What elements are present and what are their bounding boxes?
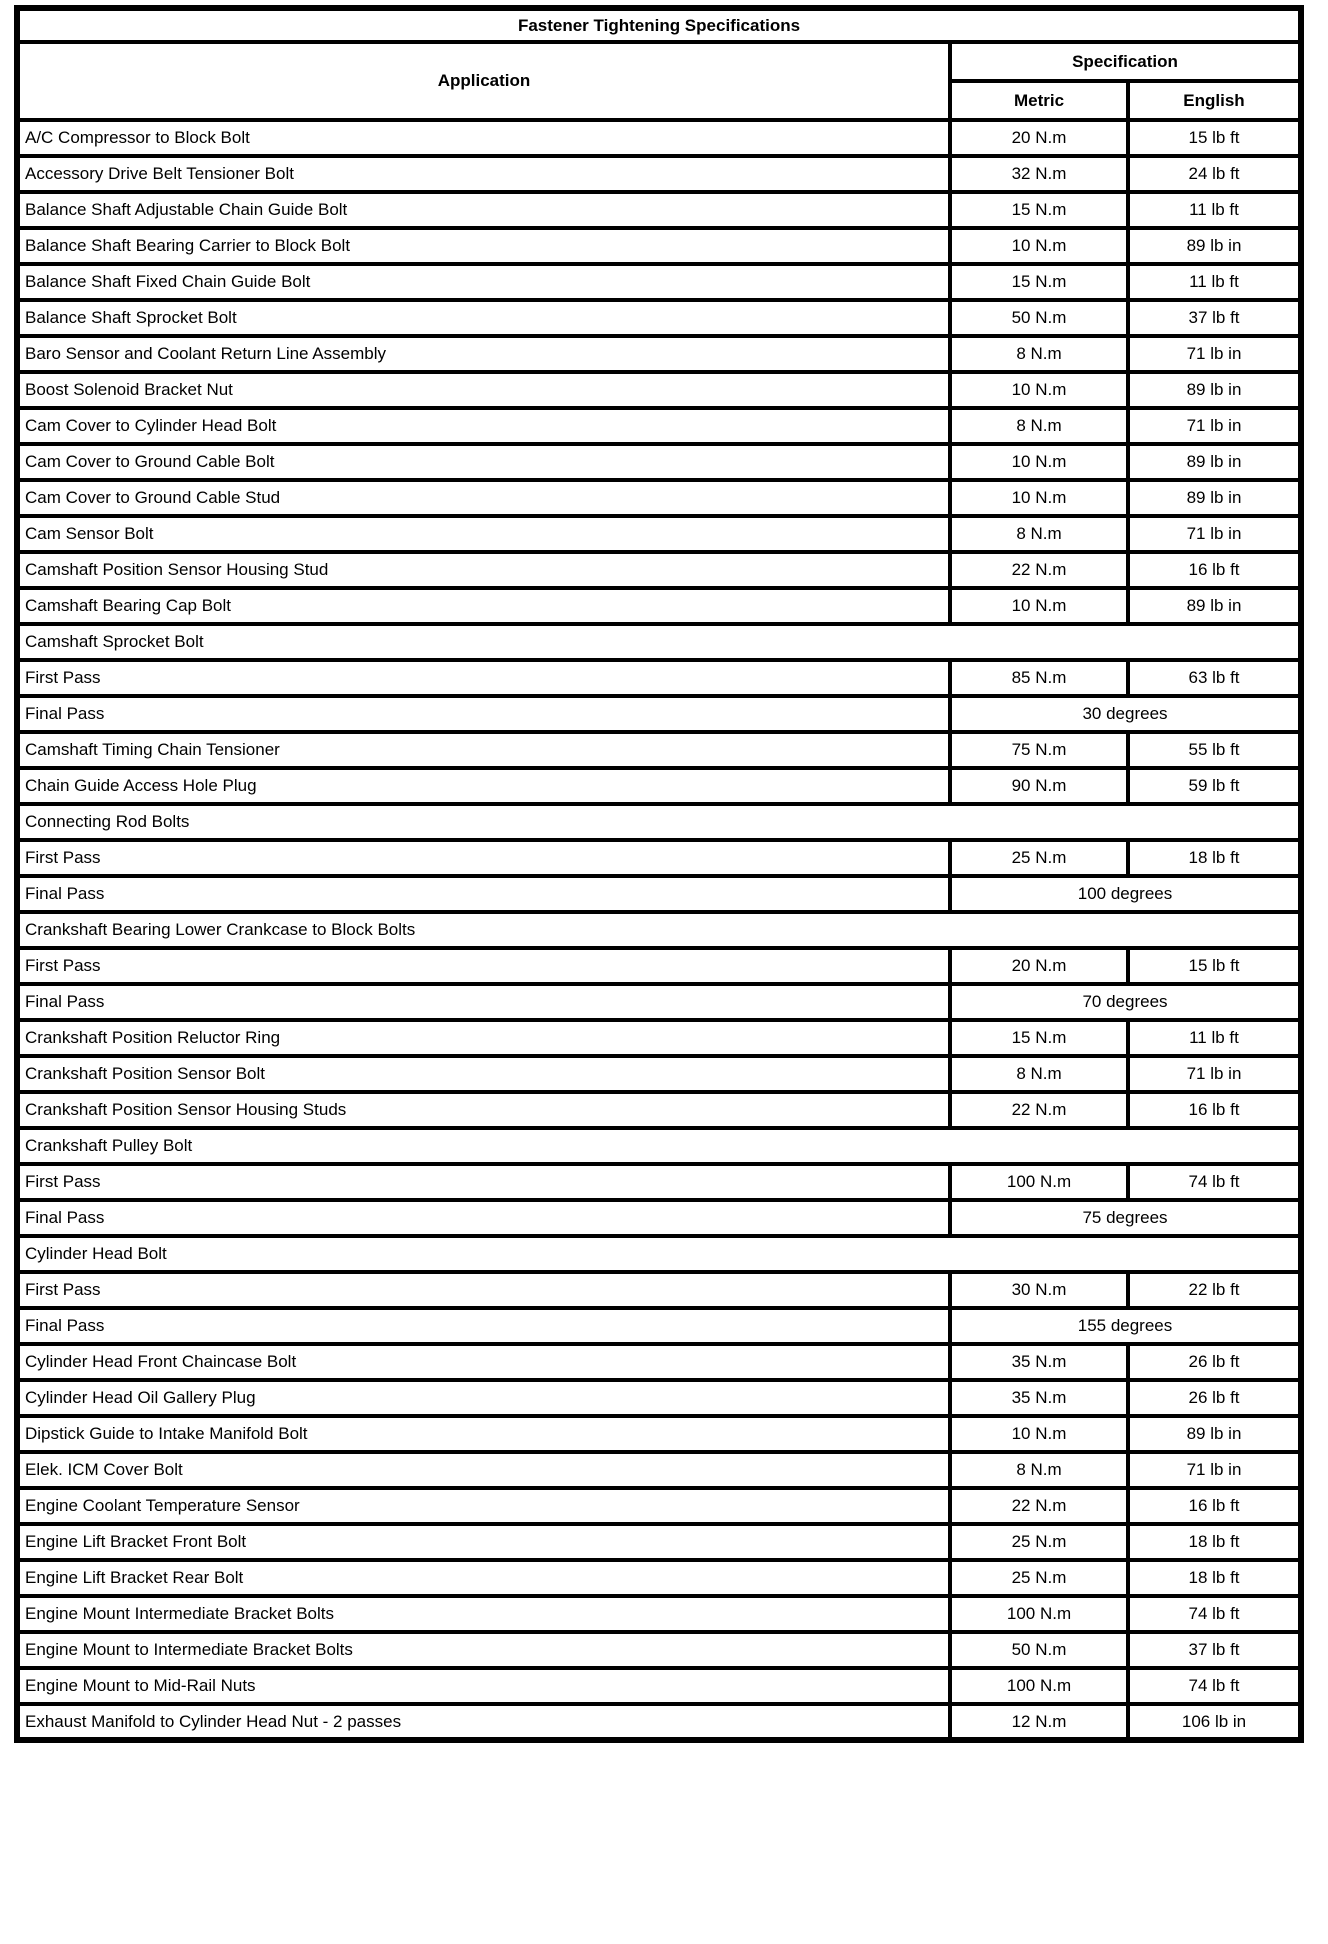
- header-row-specification: [17, 42, 1301, 81]
- metric-value-cell: 50 N.m: [950, 1632, 1128, 1668]
- metric-value-cell: 25 N.m: [950, 840, 1128, 876]
- span-value-cell: 75 degrees: [950, 1200, 1301, 1236]
- english-value-cell: 11 lb ft: [1128, 192, 1301, 228]
- application-cell: Engine Lift Bracket Front Bolt: [17, 1524, 950, 1560]
- english-value-cell: 11 lb ft: [1128, 1020, 1301, 1056]
- table-row: [17, 804, 1301, 840]
- application-cell: Balance Shaft Bearing Carrier to Block Bolt: [17, 228, 950, 264]
- table-row: [17, 1056, 1301, 1092]
- metric-value-cell: 8 N.m: [950, 408, 1128, 444]
- application-cell: Engine Coolant Temperature Sensor: [17, 1488, 950, 1524]
- metric-value-cell: 32 N.m: [950, 156, 1128, 192]
- specification-column-header: Specification: [950, 42, 1301, 81]
- english-value-cell: 71 lb in: [1128, 516, 1301, 552]
- table-row: [17, 1704, 1301, 1740]
- english-value-cell: 16 lb ft: [1128, 1092, 1301, 1128]
- english-value-cell: 106 lb in: [1128, 1704, 1301, 1740]
- span-value-cell: 70 degrees: [950, 984, 1301, 1020]
- english-value-cell: 16 lb ft: [1128, 552, 1301, 588]
- application-cell: A/C Compressor to Block Bolt: [17, 120, 950, 156]
- metric-value-cell: 15 N.m: [950, 1020, 1128, 1056]
- application-cell: Final Pass: [17, 1200, 950, 1236]
- application-cell: Final Pass: [17, 876, 950, 912]
- application-cell: Elek. ICM Cover Bolt: [17, 1452, 950, 1488]
- application-cell: Balance Shaft Fixed Chain Guide Bolt: [17, 264, 950, 300]
- metric-value-cell: 90 N.m: [950, 768, 1128, 804]
- application-cell: Final Pass: [17, 696, 950, 732]
- application-group-cell: Connecting Rod Bolts: [17, 804, 1301, 840]
- metric-value-cell: 20 N.m: [950, 948, 1128, 984]
- metric-value-cell: 15 N.m: [950, 192, 1128, 228]
- table-row: [17, 1308, 1301, 1344]
- application-cell: Cylinder Head Front Chaincase Bolt: [17, 1344, 950, 1380]
- metric-value-cell: 100 N.m: [950, 1596, 1128, 1632]
- english-value-cell: 18 lb ft: [1128, 840, 1301, 876]
- table-row: [17, 336, 1301, 372]
- english-value-cell: 74 lb ft: [1128, 1596, 1301, 1632]
- table-row: [17, 156, 1301, 192]
- table-row: [17, 588, 1301, 624]
- metric-value-cell: 10 N.m: [950, 228, 1128, 264]
- english-value-cell: 63 lb ft: [1128, 660, 1301, 696]
- table-row: [17, 120, 1301, 156]
- english-value-cell: 89 lb in: [1128, 444, 1301, 480]
- application-cell: Engine Mount Intermediate Bracket Bolts: [17, 1596, 950, 1632]
- application-group-cell: Crankshaft Bearing Lower Crankcase to Block Bolts: [17, 912, 1301, 948]
- english-value-cell: 89 lb in: [1128, 588, 1301, 624]
- application-cell: Camshaft Timing Chain Tensioner: [17, 732, 950, 768]
- application-cell: Camshaft Position Sensor Housing Stud: [17, 552, 950, 588]
- application-cell: Accessory Drive Belt Tensioner Bolt: [17, 156, 950, 192]
- application-cell: Engine Mount to Intermediate Bracket Bolts: [17, 1632, 950, 1668]
- metric-value-cell: 35 N.m: [950, 1380, 1128, 1416]
- english-column-header: English: [1128, 81, 1301, 120]
- application-cell: First Pass: [17, 840, 950, 876]
- english-value-cell: 74 lb ft: [1128, 1668, 1301, 1704]
- table-row: [17, 1236, 1301, 1272]
- english-value-cell: 37 lb ft: [1128, 1632, 1301, 1668]
- application-cell: Final Pass: [17, 984, 950, 1020]
- application-cell: Balance Shaft Adjustable Chain Guide Bolt: [17, 192, 950, 228]
- metric-value-cell: 12 N.m: [950, 1704, 1128, 1740]
- metric-value-cell: 100 N.m: [950, 1164, 1128, 1200]
- english-value-cell: 22 lb ft: [1128, 1272, 1301, 1308]
- metric-value-cell: 25 N.m: [950, 1560, 1128, 1596]
- english-value-cell: 89 lb in: [1128, 228, 1301, 264]
- metric-value-cell: 85 N.m: [950, 660, 1128, 696]
- table-row: [17, 624, 1301, 660]
- application-cell: Engine Mount to Mid-Rail Nuts: [17, 1668, 950, 1704]
- application-group-cell: Crankshaft Pulley Bolt: [17, 1128, 1301, 1164]
- table-row: [17, 732, 1301, 768]
- metric-value-cell: 10 N.m: [950, 480, 1128, 516]
- application-cell: Chain Guide Access Hole Plug: [17, 768, 950, 804]
- metric-value-cell: 10 N.m: [950, 588, 1128, 624]
- table-row: [17, 1272, 1301, 1308]
- table-row: [17, 1524, 1301, 1560]
- table-row: [17, 1092, 1301, 1128]
- table-row: [17, 1488, 1301, 1524]
- application-cell: Camshaft Bearing Cap Bolt: [17, 588, 950, 624]
- application-cell: Cam Sensor Bolt: [17, 516, 950, 552]
- metric-value-cell: 8 N.m: [950, 1452, 1128, 1488]
- metric-column-header: Metric: [950, 81, 1128, 120]
- metric-value-cell: 10 N.m: [950, 444, 1128, 480]
- table-row: [17, 912, 1301, 948]
- application-cell: Dipstick Guide to Intake Manifold Bolt: [17, 1416, 950, 1452]
- application-group-cell: Cylinder Head Bolt: [17, 1236, 1301, 1272]
- table-row: [17, 1164, 1301, 1200]
- english-value-cell: 71 lb in: [1128, 1452, 1301, 1488]
- application-cell: Balance Shaft Sprocket Bolt: [17, 300, 950, 336]
- application-column-header: Application: [17, 42, 950, 120]
- english-value-cell: 24 lb ft: [1128, 156, 1301, 192]
- application-cell: Cylinder Head Oil Gallery Plug: [17, 1380, 950, 1416]
- table-row: [17, 264, 1301, 300]
- table-row: [17, 408, 1301, 444]
- table-row: [17, 984, 1301, 1020]
- application-cell: Cam Cover to Ground Cable Bolt: [17, 444, 950, 480]
- metric-value-cell: 75 N.m: [950, 732, 1128, 768]
- metric-value-cell: 100 N.m: [950, 1668, 1128, 1704]
- english-value-cell: 89 lb in: [1128, 1416, 1301, 1452]
- metric-value-cell: 8 N.m: [950, 516, 1128, 552]
- metric-value-cell: 20 N.m: [950, 120, 1128, 156]
- table-row: [17, 1416, 1301, 1452]
- application-cell: Crankshaft Position Sensor Housing Studs: [17, 1092, 950, 1128]
- spec-table-body: [17, 120, 1301, 1740]
- spec-table-header: [17, 8, 1301, 120]
- metric-value-cell: 22 N.m: [950, 552, 1128, 588]
- application-cell: First Pass: [17, 660, 950, 696]
- table-row: [17, 228, 1301, 264]
- table-row: [17, 1200, 1301, 1236]
- table-row: [17, 1452, 1301, 1488]
- english-value-cell: 11 lb ft: [1128, 264, 1301, 300]
- application-cell: Crankshaft Position Sensor Bolt: [17, 1056, 950, 1092]
- table-title: Fastener Tightening Specifications: [17, 8, 1301, 42]
- table-row: [17, 192, 1301, 228]
- application-cell: Baro Sensor and Coolant Return Line Assembly: [17, 336, 950, 372]
- english-value-cell: 26 lb ft: [1128, 1344, 1301, 1380]
- table-row: [17, 1380, 1301, 1416]
- english-value-cell: 74 lb ft: [1128, 1164, 1301, 1200]
- english-value-cell: 26 lb ft: [1128, 1380, 1301, 1416]
- application-cell: Engine Lift Bracket Rear Bolt: [17, 1560, 950, 1596]
- table-row: [17, 1632, 1301, 1668]
- english-value-cell: 59 lb ft: [1128, 768, 1301, 804]
- table-row: [17, 300, 1301, 336]
- application-cell: Final Pass: [17, 1308, 950, 1344]
- metric-value-cell: 8 N.m: [950, 336, 1128, 372]
- table-row: [17, 516, 1301, 552]
- table-title-row: [17, 8, 1301, 42]
- application-group-cell: Camshaft Sprocket Bolt: [17, 624, 1301, 660]
- table-row: [17, 1596, 1301, 1632]
- metric-value-cell: 25 N.m: [950, 1524, 1128, 1560]
- metric-value-cell: 35 N.m: [950, 1344, 1128, 1380]
- table-row: [17, 552, 1301, 588]
- english-value-cell: 18 lb ft: [1128, 1560, 1301, 1596]
- table-row: [17, 876, 1301, 912]
- table-row: [17, 696, 1301, 732]
- application-cell: First Pass: [17, 948, 950, 984]
- application-cell: Crankshaft Position Reluctor Ring: [17, 1020, 950, 1056]
- application-cell: First Pass: [17, 1164, 950, 1200]
- table-row: [17, 480, 1301, 516]
- fastener-spec-table: [14, 5, 1304, 1743]
- table-row: [17, 1128, 1301, 1164]
- metric-value-cell: 10 N.m: [950, 1416, 1128, 1452]
- table-row: [17, 372, 1301, 408]
- table-row: [17, 1668, 1301, 1704]
- table-row: [17, 660, 1301, 696]
- metric-value-cell: 22 N.m: [950, 1092, 1128, 1128]
- metric-value-cell: 10 N.m: [950, 372, 1128, 408]
- english-value-cell: 55 lb ft: [1128, 732, 1301, 768]
- metric-value-cell: 50 N.m: [950, 300, 1128, 336]
- english-value-cell: 37 lb ft: [1128, 300, 1301, 336]
- application-cell: Boost Solenoid Bracket Nut: [17, 372, 950, 408]
- metric-value-cell: 15 N.m: [950, 264, 1128, 300]
- english-value-cell: 89 lb in: [1128, 372, 1301, 408]
- table-row: [17, 768, 1301, 804]
- english-value-cell: 71 lb in: [1128, 408, 1301, 444]
- metric-value-cell: 30 N.m: [950, 1272, 1128, 1308]
- span-value-cell: 30 degrees: [950, 696, 1301, 732]
- application-cell: First Pass: [17, 1272, 950, 1308]
- english-value-cell: 18 lb ft: [1128, 1524, 1301, 1560]
- metric-value-cell: 22 N.m: [950, 1488, 1128, 1524]
- application-cell: Cam Cover to Cylinder Head Bolt: [17, 408, 950, 444]
- span-value-cell: 155 degrees: [950, 1308, 1301, 1344]
- span-value-cell: 100 degrees: [950, 876, 1301, 912]
- application-cell: Exhaust Manifold to Cylinder Head Nut - 2 passes: [17, 1704, 950, 1740]
- table-row: [17, 948, 1301, 984]
- table-row: [17, 444, 1301, 480]
- english-value-cell: 89 lb in: [1128, 480, 1301, 516]
- table-row: [17, 1020, 1301, 1056]
- application-cell: Cam Cover to Ground Cable Stud: [17, 480, 950, 516]
- english-value-cell: 15 lb ft: [1128, 948, 1301, 984]
- english-value-cell: 16 lb ft: [1128, 1488, 1301, 1524]
- metric-value-cell: 8 N.m: [950, 1056, 1128, 1092]
- table-row: [17, 1560, 1301, 1596]
- english-value-cell: 71 lb in: [1128, 336, 1301, 372]
- table-row: [17, 1344, 1301, 1380]
- table-row: [17, 840, 1301, 876]
- english-value-cell: 15 lb ft: [1128, 120, 1301, 156]
- english-value-cell: 71 lb in: [1128, 1056, 1301, 1092]
